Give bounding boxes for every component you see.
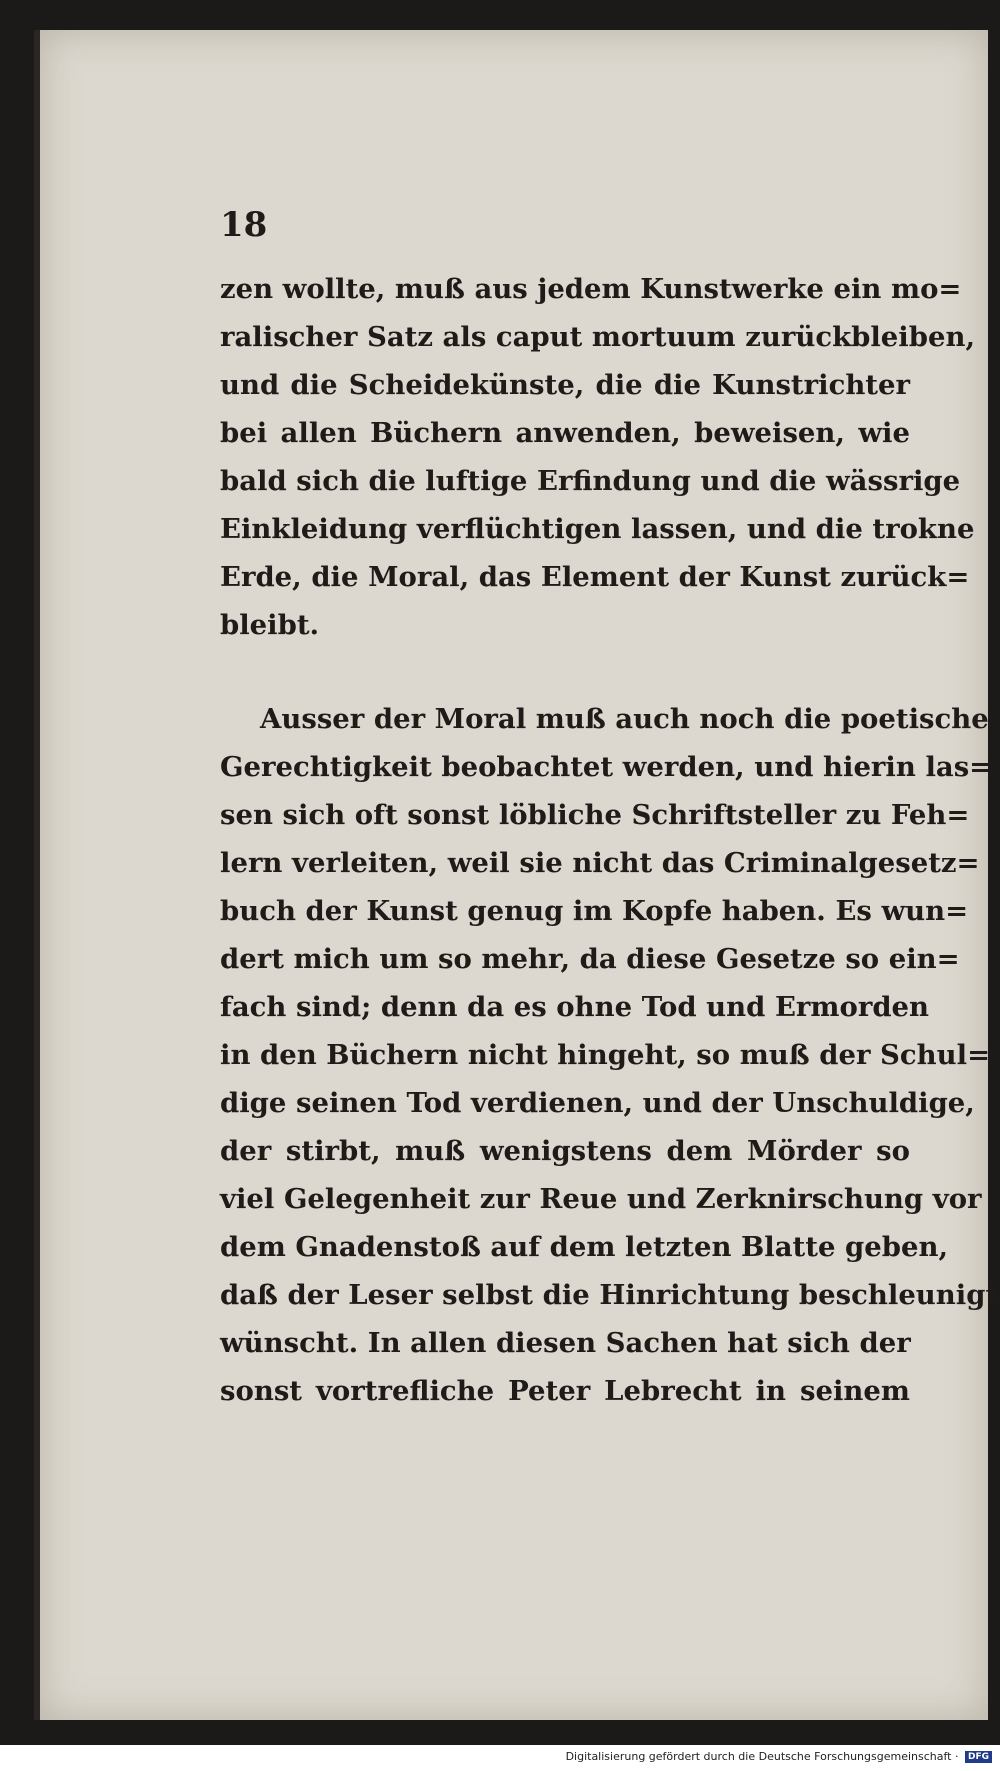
text-line: zen wollte, muß aus jedem Kunstwerke ein mo= <box>220 273 962 305</box>
text-line: lern verleiten, weil sie nicht das Criminalgesetz= <box>220 847 980 879</box>
dfg-logo: DFG <box>965 1751 992 1763</box>
credit-text: Digitalisierung gefördert durch die Deutsche Forschungsgemeinschaft · <box>565 1750 959 1763</box>
text-line: wünscht. In allen diesen Sachen hat sich der <box>220 1327 911 1359</box>
text-line: sonst vortrefliche Peter Lebrecht in seinem <box>220 1375 910 1407</box>
text-line: der stirbt, muß wenigstens dem Mörder so <box>220 1135 910 1167</box>
text-line: Erde, die Moral, das Element der Kunst zurück= <box>220 561 970 593</box>
paragraph-2 <box>220 695 999 1415</box>
text-line: und die Scheidekünste, die die Kunstrichter <box>220 369 910 401</box>
text-line: Ausser der Moral muß auch noch die poetische <box>260 703 989 735</box>
text-line: Einkleidung verflüchtigen lassen, und die trokne <box>220 513 975 545</box>
text-line: in den Büchern nicht hingeht, so muß der Schul= <box>220 1039 991 1071</box>
text-line: ralischer Satz als caput mortuum zurückbleiben, <box>220 321 976 353</box>
digitization-credit <box>566 1750 992 1763</box>
text-line: bald sich die luftige Erfindung und die wässrige <box>220 465 961 497</box>
text-line: sen sich oft sonst löbliche Schriftsteller zu Feh= <box>220 799 970 831</box>
text-line: dem Gnadenstoß auf dem letzten Blatte geben, <box>220 1231 949 1263</box>
text-line: dert mich um so mehr, da diese Gesetze so ein= <box>220 943 960 975</box>
text-line: dige seinen Tod verdienen, und der Unschuldige, <box>220 1087 975 1119</box>
text-line: viel Gelegenheit zur Reue und Zerknirschung vor <box>220 1183 982 1215</box>
text-line: bei allen Büchern anwenden, beweisen, wie <box>220 417 910 449</box>
text-line: buch der Kunst genug im Kopfe haben. Es wun= <box>220 895 969 927</box>
text-line: daß der Leser selbst die Hinrichtung beschleunigt <box>220 1279 999 1311</box>
text-line: Gerechtigkeit beobachtet werden, und hierin las= <box>220 751 993 783</box>
page-number: 18 <box>220 205 268 245</box>
text-line: bleibt. <box>220 609 320 641</box>
text-line: fach sind; denn da es ohne Tod und Ermorden <box>220 991 930 1023</box>
paragraph-1 <box>220 265 976 649</box>
